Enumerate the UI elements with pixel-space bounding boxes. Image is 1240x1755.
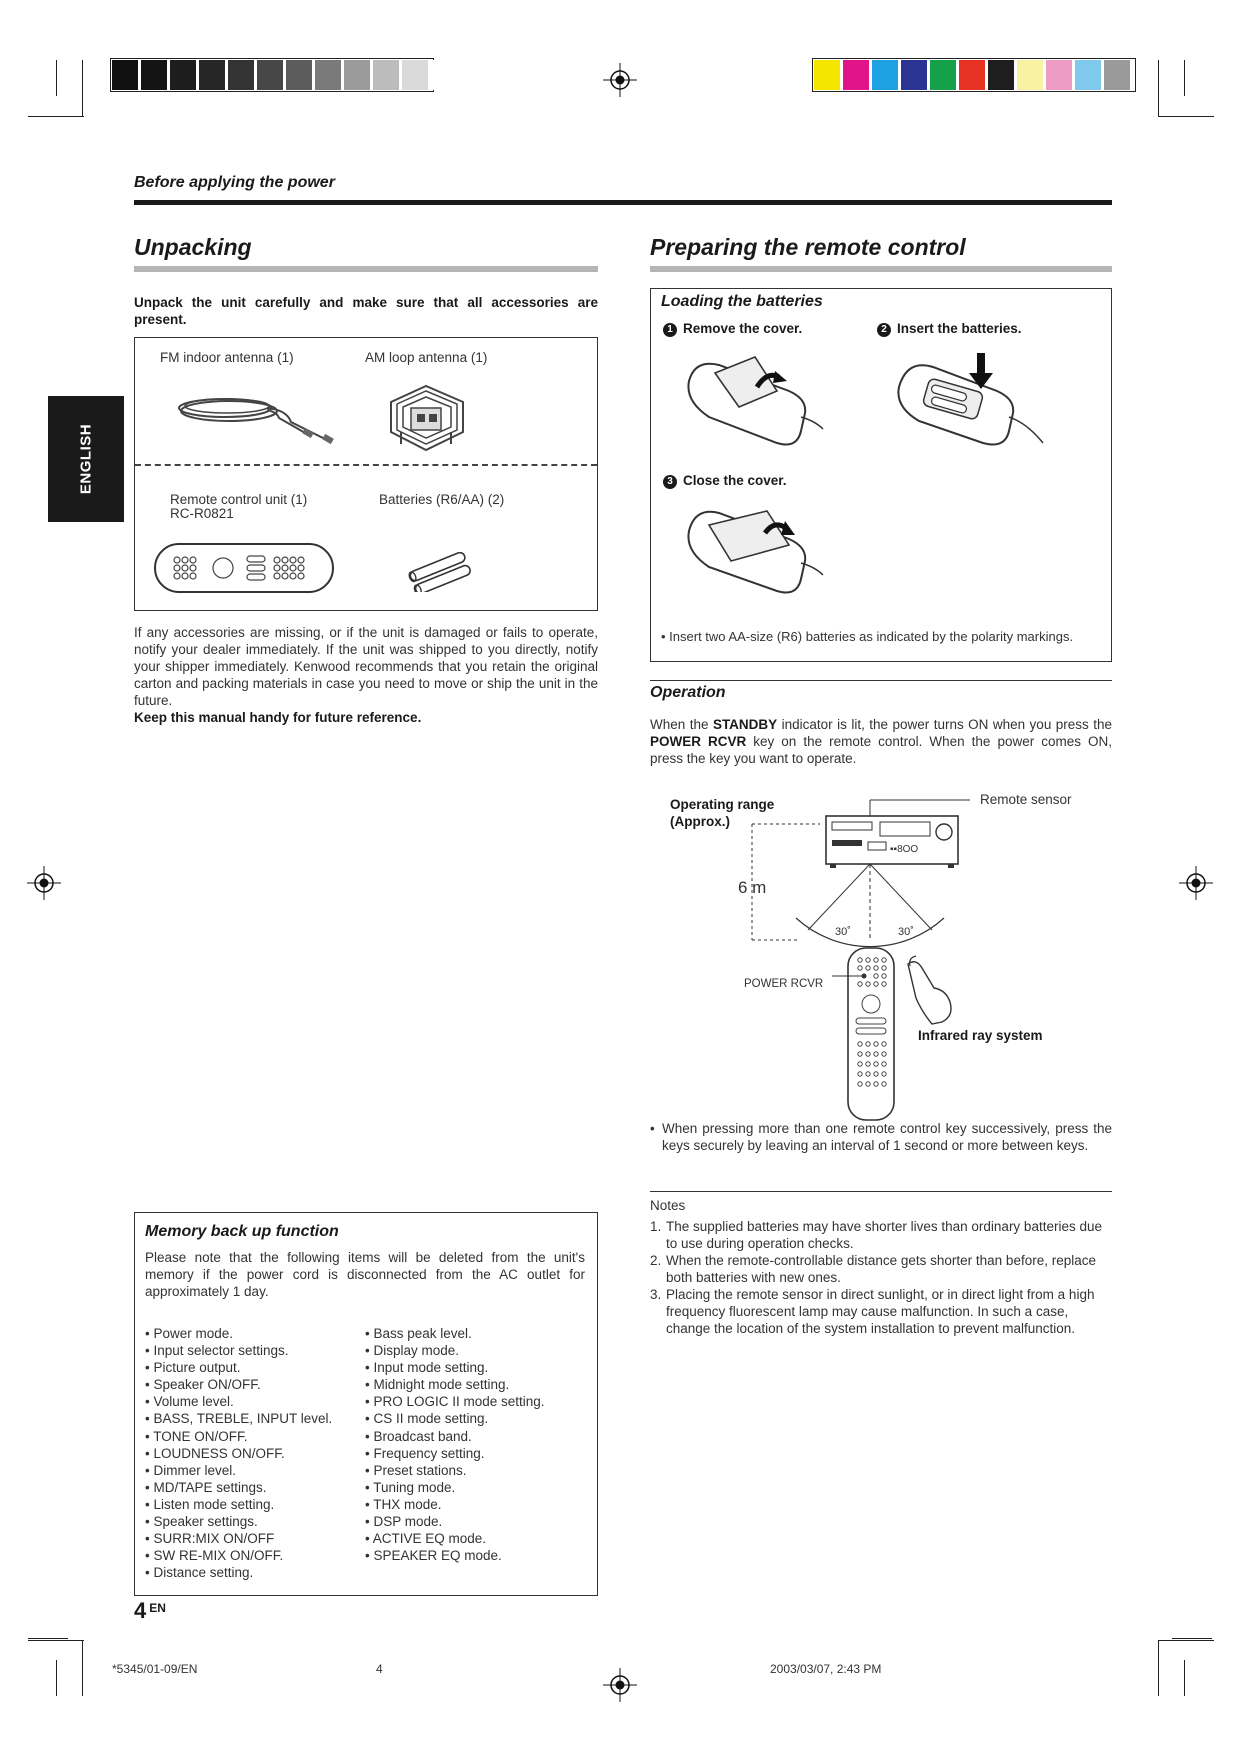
registration-mark-icon	[27, 866, 61, 900]
footer-center: 4	[376, 1662, 383, 1676]
color-swatch	[344, 60, 370, 90]
header-rule	[134, 200, 1112, 205]
step-2	[877, 321, 1022, 337]
memory-title: Memory back up function	[145, 1223, 339, 1240]
memory-list-item: • Input mode setting.	[365, 1360, 489, 1376]
footer-date: 2003/03/07, 2:43 PM	[770, 1662, 882, 1676]
color-swatch	[959, 60, 985, 90]
memory-list-right	[365, 1325, 545, 1564]
step-label: Insert the batteries.	[897, 321, 1022, 336]
insert-batteries-illustration	[887, 347, 1047, 451]
note-item	[650, 1252, 1112, 1286]
memory-list-left	[145, 1325, 332, 1581]
color-swatch	[431, 60, 457, 90]
color-swatch	[1017, 60, 1043, 90]
memory-intro: Please note that the following items will be deleted from the unit's memory if the power cord is disconnected from the AC outlet for approximately 1 day.	[145, 1250, 585, 1299]
crop-mark	[1184, 60, 1185, 96]
crop-mark	[82, 1640, 83, 1696]
page-number	[134, 1598, 166, 1624]
memory-list-item: • PRO LOGIC II mode setting.	[365, 1394, 545, 1410]
note-text: When the remote-controllable distance gets shorter than before, replace both batteries with new ones.	[666, 1253, 1096, 1285]
crop-mark	[82, 60, 83, 116]
note-number: 1.	[650, 1219, 662, 1234]
memory-list-item: • CS II mode setting.	[365, 1411, 489, 1427]
operating-range-line: Operating range	[670, 797, 775, 812]
memory-list-item: • TONE ON/OFF.	[145, 1428, 248, 1444]
memory-list-item: • Listen mode setting.	[145, 1496, 275, 1512]
loop-antenna-icon	[371, 380, 481, 460]
memory-list-item: • Dimmer level.	[145, 1462, 236, 1478]
remote-title: Preparing the remote control	[650, 234, 966, 260]
color-swatch	[1104, 60, 1130, 90]
color-swatch	[901, 60, 927, 90]
grayscale-bar	[110, 58, 434, 92]
note-number: 3.	[650, 1287, 662, 1302]
operation-text-part: When the	[650, 717, 713, 732]
crop-mark	[1158, 60, 1159, 116]
memory-list-item: • MD/TAPE settings.	[145, 1479, 267, 1495]
operation-text-part: indicator is lit, the power turns ON when you press the	[777, 717, 1112, 732]
infrared-label: Infrared ray system	[918, 1028, 1043, 1043]
press-note: • When pressing more than one remote control key successively, press the keys securely by leaving an interval of 1 second or more between keys.	[650, 1121, 1112, 1153]
note-item	[650, 1286, 1112, 1337]
remote-control-icon	[153, 540, 335, 596]
color-swatch	[872, 60, 898, 90]
crop-mark	[28, 1640, 84, 1641]
memory-list-item: • Picture output.	[145, 1360, 241, 1376]
registration-mark-icon	[603, 63, 637, 97]
color-swatch	[315, 60, 341, 90]
standby-keyword: STANDBY	[712, 717, 778, 732]
note-item	[650, 1218, 1112, 1252]
color-swatch	[988, 60, 1014, 90]
power-rcvr-keyword: POWER RCVR	[650, 734, 747, 749]
memory-list-item: • Distance setting.	[145, 1565, 254, 1581]
registration-mark-icon	[603, 1668, 637, 1702]
color-bar	[812, 58, 1136, 92]
accessory-divider	[135, 464, 597, 466]
press-note-text: When pressing more than one remote control key successively, press the keys securely by leaving an interval of 1 second or more between keys.	[662, 1121, 1112, 1153]
color-swatch	[930, 60, 956, 90]
color-swatch	[228, 60, 254, 90]
memory-list-item: • Tuning mode.	[365, 1479, 456, 1495]
operation-title: Operation	[650, 684, 726, 701]
memory-list-item: • Speaker settings.	[145, 1514, 258, 1530]
memory-list-item: • SW RE-MIX ON/OFF.	[145, 1548, 284, 1564]
battery-note-text: Insert two AA-size (R6) batteries as indicated by the polarity markings.	[669, 629, 1074, 644]
remote-rule	[650, 266, 1112, 272]
crop-mark	[1158, 116, 1214, 117]
step-number: 1	[663, 323, 677, 337]
remote-sensor-label: Remote sensor	[980, 792, 1072, 807]
footer-code: *5345/01-09/EN	[112, 1662, 198, 1676]
accessories-box	[134, 337, 598, 611]
unpacking-intro: Unpack the unit carefully and make sure that all accessories are present.	[134, 295, 598, 327]
crop-mark	[1184, 1660, 1185, 1696]
page-number-value: 4	[134, 1598, 147, 1623]
crop-mark	[28, 1638, 68, 1639]
color-swatch	[286, 60, 312, 90]
color-swatch	[257, 60, 283, 90]
crop-mark	[1158, 1640, 1159, 1696]
color-swatch	[843, 60, 869, 90]
color-swatch	[373, 60, 399, 90]
color-swatch	[1075, 60, 1101, 90]
memory-list-item: • LOUDNESS ON/OFF.	[145, 1445, 285, 1461]
memory-list-item: • BASS, TREBLE, INPUT level.	[145, 1411, 333, 1427]
loading-title: Loading the batteries	[661, 293, 823, 310]
note-number: 2.	[650, 1253, 662, 1268]
crop-mark	[56, 60, 57, 96]
memory-list-item: • Midnight mode setting.	[365, 1377, 510, 1393]
memory-list-item: • Preset stations.	[365, 1462, 467, 1478]
memory-list-item: • DSP mode.	[365, 1514, 443, 1530]
battery-note: • Insert two AA-size (R6) batteries as indicated by the polarity markings.	[661, 629, 1074, 644]
page-lang: EN	[149, 1600, 166, 1615]
unpacking-rule	[134, 266, 598, 272]
language-label: ENGLISH	[77, 423, 95, 495]
power-rcvr-label: POWER RCVR	[744, 978, 824, 990]
color-swatch	[141, 60, 167, 90]
unpacking-title: Unpacking	[134, 234, 252, 260]
crop-mark	[56, 1660, 57, 1696]
svg-text:▪▪8OO: ▪▪8OO	[890, 844, 919, 855]
color-swatch	[402, 60, 428, 90]
antenna-wire-icon	[167, 392, 337, 448]
step-number: 2	[877, 323, 891, 337]
operating-range-diagram	[740, 798, 980, 1124]
language-tab	[48, 396, 124, 522]
close-cover-illustration	[679, 495, 829, 599]
color-swatch	[112, 60, 138, 90]
memory-list-item: • Speaker ON/OFF.	[145, 1377, 261, 1393]
memory-list-item: • Broadcast band.	[365, 1428, 472, 1444]
memory-list-item: • Display mode.	[365, 1343, 460, 1359]
accessory-label: FM indoor antenna (1)	[160, 350, 294, 365]
angle-right-label: 30˚	[898, 926, 914, 938]
memory-list-item: • Input selector settings.	[145, 1343, 289, 1359]
accessory-label: Remote control unit (1)	[170, 492, 308, 507]
keep-manual-note: Keep this manual handy for future reference.	[134, 710, 422, 725]
note-text: The supplied batteries may have shorter lives than ordinary batteries due to use during operation checks.	[666, 1219, 1102, 1251]
angle-left-label: 30˚	[835, 926, 851, 938]
step-label: Close the cover.	[683, 473, 787, 488]
remove-cover-illustration	[679, 351, 829, 451]
memory-list-item: • Bass peak level.	[365, 1326, 472, 1341]
color-swatch	[814, 60, 840, 90]
memory-list-item: • THX mode.	[365, 1496, 442, 1512]
color-swatch	[199, 60, 225, 90]
memory-list-item: • Power mode.	[145, 1326, 234, 1341]
notes-title: Notes	[650, 1198, 686, 1213]
distance-label: 6 m	[738, 878, 767, 897]
operating-range-approx: (Approx.)	[670, 814, 730, 829]
step-1	[663, 321, 802, 337]
notes-list	[650, 1218, 1112, 1337]
color-swatch	[170, 60, 196, 90]
note-text: Placing the remote sensor in direct sunlight, or in direct light from a high frequency fluorescent lamp may cause malfunction. In such a case, change the location of the system installation to prevent malfunction.	[666, 1287, 1095, 1336]
accessory-label: AM loop antenna (1)	[365, 350, 488, 365]
operation-text-part: key on the remote control. When the power comes ON, press the key you want to operate.	[650, 734, 1112, 766]
operation-text	[650, 716, 1112, 767]
memory-list-item: • SPEAKER EQ mode.	[365, 1548, 502, 1564]
operation-rule	[650, 680, 1112, 681]
notes-rule	[650, 1191, 1112, 1192]
section-header: Before applying the power	[134, 174, 335, 191]
crop-mark	[28, 116, 84, 117]
loading-batteries-box	[650, 288, 1112, 662]
step-label: Remove the cover.	[683, 321, 803, 336]
crop-mark	[1158, 1640, 1214, 1641]
accessory-label: Batteries (R6/AA) (2)	[379, 492, 505, 507]
registration-mark-icon	[1179, 866, 1213, 900]
accessory-sublabel: RC-R0821	[170, 506, 234, 521]
step-3	[663, 473, 787, 489]
memory-list-item: • SURR:MIX ON/OFF	[145, 1531, 275, 1547]
color-swatch	[1046, 60, 1072, 90]
memory-list-item: • Volume level.	[145, 1394, 234, 1410]
crop-mark	[1172, 1638, 1212, 1639]
batteries-icon	[403, 552, 483, 592]
memory-box	[134, 1212, 598, 1596]
step-number: 3	[663, 475, 677, 489]
missing-accessories-note: If any accessories are missing, or if the unit is damaged or fails to operate, notify your dealer immediately. If the unit was shipped to you directly, notify your shipper immediately. Kenwood recommends that you retain the original carton and packing materials in case you need to move or ship the unit in the future.	[134, 625, 598, 708]
memory-list-item: • ACTIVE EQ mode.	[365, 1531, 487, 1547]
memory-list-item: • Frequency setting.	[365, 1445, 485, 1461]
